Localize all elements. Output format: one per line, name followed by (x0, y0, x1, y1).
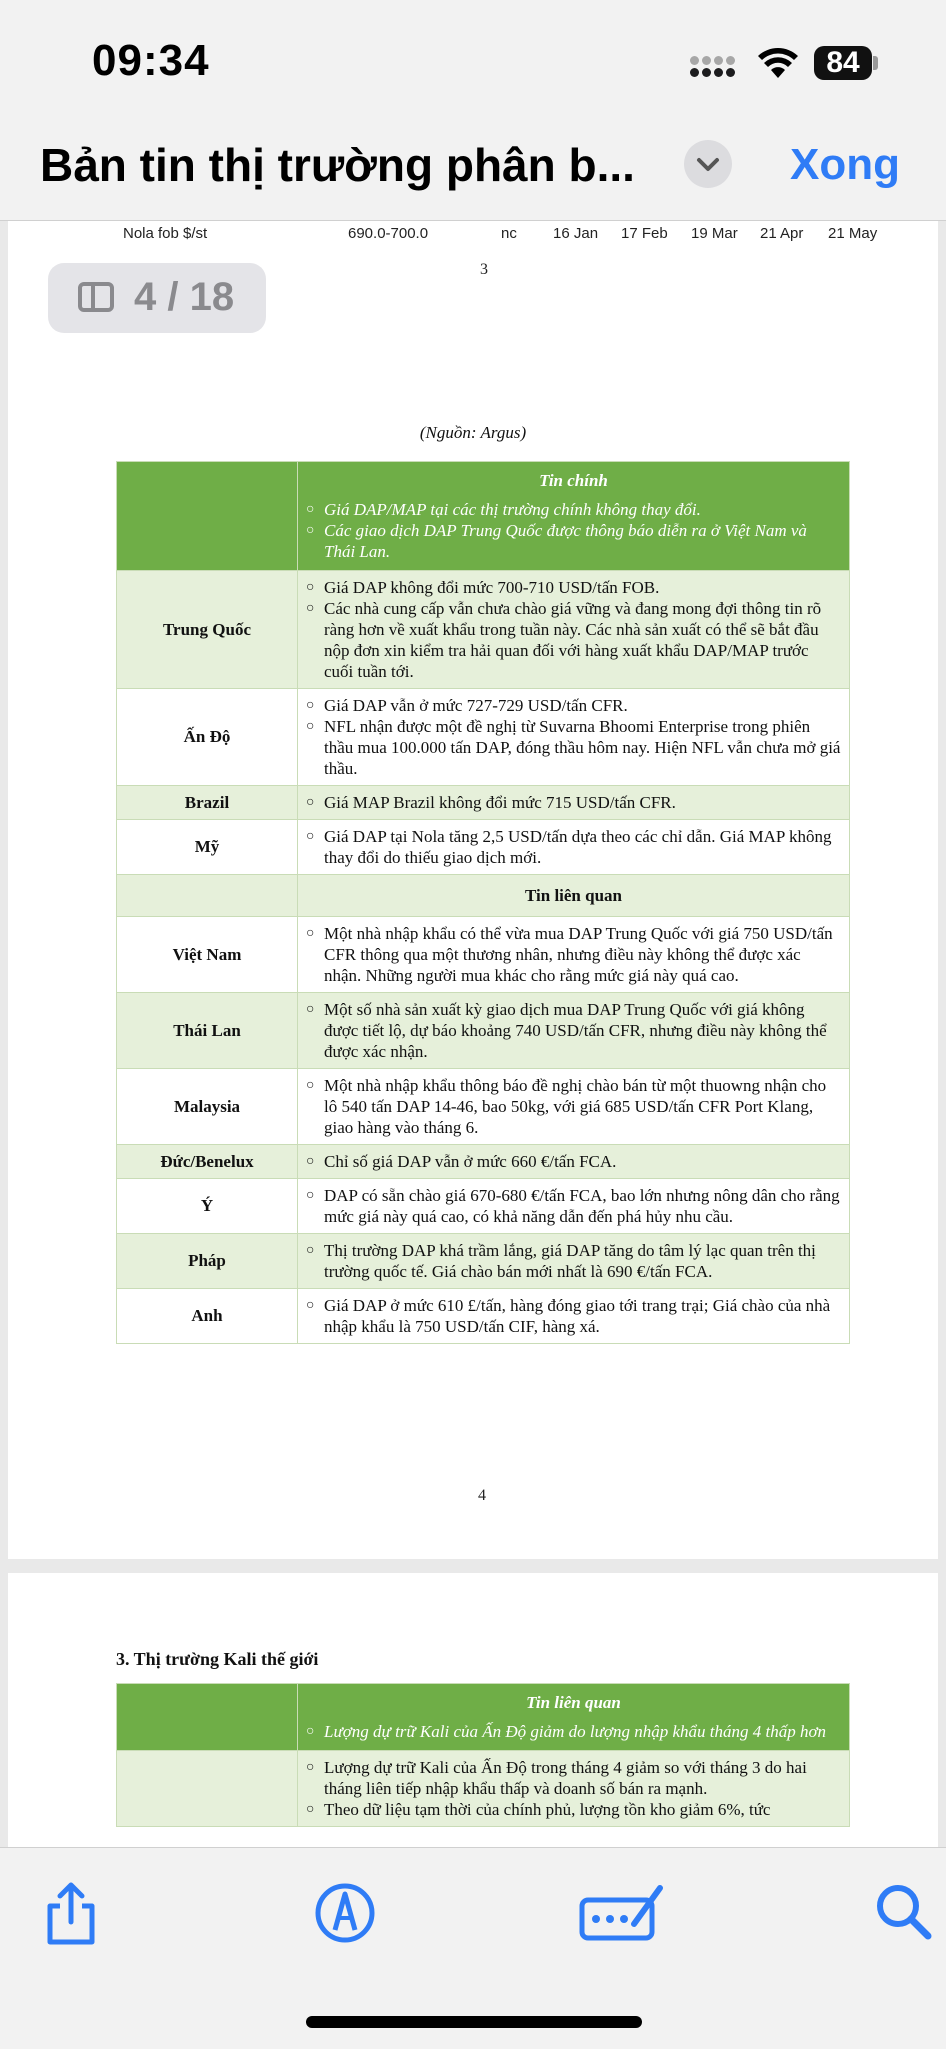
pdf-page-5 (8, 1573, 938, 1847)
kali-table (116, 1683, 850, 1827)
table-row (117, 786, 850, 820)
header-bullet: ○ Giá DAP/MAP tại các thị trường chính không thay đổi. (306, 499, 841, 520)
table-row (117, 1751, 850, 1827)
status-bar (0, 0, 946, 110)
form-fill-icon (578, 1878, 668, 1948)
header-cell (298, 1684, 850, 1751)
table-row (117, 1145, 850, 1179)
price-table-row (8, 225, 938, 249)
home-indicator (306, 2016, 642, 2028)
table-row (117, 689, 850, 786)
title-menu-button[interactable] (684, 140, 732, 188)
country-cell: Anh (117, 1289, 298, 1344)
cell-label: Nola fob $/st (123, 225, 208, 242)
bullet: ○ Một nhà nhập khẩu thông báo đề nghị chào bán từ một thuowng nhận cho lô 540 tấn DAP 14-46, bao 50kg, với giá 685 USD/tấn CFR Port Klang, giao hàng vào tháng 6. (306, 1075, 841, 1138)
country-cell: Mỹ (117, 820, 298, 875)
content-cell (298, 1234, 850, 1289)
cell-date: 21 Apr (760, 225, 804, 242)
content-cell (298, 1751, 850, 1827)
table-row (117, 820, 850, 875)
country-cell: Trung Quốc (117, 571, 298, 689)
page-number: 3 (480, 261, 488, 278)
source-caption: (Nguồn: Argus) (419, 423, 527, 442)
content-cell (298, 689, 850, 786)
bullet: ○ Giá DAP ở mức 610 £/tấn, hàng đóng giao tới trang trại; Giá chào của nhà nhập khẩu là 750 USD/tấn CIF, hàng xá. (306, 1295, 841, 1337)
nav-bar (0, 110, 946, 221)
bullet: ○ Theo dữ liệu tạm thời của chính phủ, lượng tồn kho giảm 6%, tức (306, 1799, 841, 1820)
chevron-down-icon (684, 140, 732, 188)
country-cell: Brazil (117, 786, 298, 820)
document-title[interactable]: Bản tin thị trường phân b... (40, 139, 635, 191)
table-row (117, 571, 850, 689)
form-fill-button[interactable] (578, 1878, 668, 1948)
bullet: ○ Một nhà nhập khẩu có thể vừa mua DAP Trung Quốc với giá 750 USD/tấn CFR thông qua một thương nhân, nhưng điều này không thể được xác nhận. Những người mua khác cho rằng mức giá này quá cao. (306, 923, 841, 986)
related-title: Tin liên quan (298, 875, 850, 917)
content-cell (298, 1069, 850, 1145)
bullet: ○ Chỉ số giá DAP vẫn ở mức 660 €/tấn FCA. (306, 1151, 841, 1172)
header-bullet: ○ Các giao dịch DAP Trung Quốc được thông báo diễn ra ở Việt Nam và Thái Lan. (306, 520, 841, 562)
content-cell (298, 571, 850, 689)
bullet: ○ DAP có sẵn chào giá 670-680 €/tấn FCA, bao lớn nhưng nông dân cho rằng mức giá này quá cao, có khả năng dẫn đến phá hủy nhu cầu. (306, 1185, 841, 1227)
bullet: ○ Giá MAP Brazil không đổi mức 715 USD/tấn CFR. (306, 792, 841, 813)
content-cell (298, 917, 850, 993)
table-header-row (117, 462, 850, 571)
table-row (117, 1179, 850, 1234)
country-cell: Pháp (117, 1234, 298, 1289)
header-bullet: ○ Lượng dự trữ Kali của Ấn Độ giảm do lượng nhập khẩu tháng 4 thấp hơn (306, 1721, 841, 1742)
wifi-icon (757, 46, 799, 80)
header-cell (298, 462, 850, 571)
content-cell (298, 1179, 850, 1234)
bullet: ○ Giá DAP không đổi mức 700-710 USD/tấn FOB. (306, 577, 841, 598)
header-empty-cell (117, 462, 298, 571)
cellular-signal-icon (690, 56, 736, 80)
bullet: ○ Một số nhà sản xuất kỳ giao dịch mua DAP Trung Quốc với giá không được tiết lộ, dự báo khoảng 740 USD/tấn CFR, nhưng điều này không thể được xác nhận. (306, 999, 841, 1062)
document-viewer[interactable] (0, 221, 946, 1847)
cell-date: 19 Mar (691, 225, 738, 242)
markup-icon (310, 1878, 380, 1948)
bullet: ○ Giá DAP tại Nola tăng 2,5 USD/tấn dựa theo các chỉ dẫn. Giá MAP không thay đổi do thiếu giao dịch mới. (306, 826, 841, 868)
done-button[interactable]: Xong (790, 140, 900, 189)
country-cell: Đức/Benelux (117, 1145, 298, 1179)
country-cell: Ý (117, 1179, 298, 1234)
bullet: ○ Giá DAP vẫn ở mức 727-729 USD/tấn CFR. (306, 695, 841, 716)
header-empty-cell (117, 1684, 298, 1751)
table-row (117, 1234, 850, 1289)
sidebar-icon (78, 282, 114, 312)
cell-price: 690.0-700.0 (348, 225, 429, 242)
cell-change: nc (501, 225, 517, 242)
cell-date: 21 May (828, 225, 878, 242)
country-cell: Thái Lan (117, 993, 298, 1069)
country-cell: Việt Nam (117, 917, 298, 993)
battery-tip (873, 56, 878, 70)
bullet: ○ Lượng dự trữ Kali của Ấn Độ trong tháng 4 giảm so với tháng 3 do hai tháng liên tiếp nhập khẩu thấp và doanh số bán ra mạnh. (306, 1757, 841, 1799)
table-row (117, 917, 850, 993)
table-row (117, 993, 850, 1069)
content-cell (298, 1289, 850, 1344)
search-icon (870, 1878, 940, 1948)
country-cell: Malaysia (117, 1069, 298, 1145)
page-indicator-text: 4 / 18 (134, 275, 235, 319)
header-title: Tin liên quan (526, 1693, 621, 1712)
cell-date: 17 Feb (621, 225, 668, 242)
content-cell (298, 820, 850, 875)
bullet: ○ NFL nhận được một đề nghị từ Suvarna Bhoomi Enterprise trong phiên thầu mua 100.000 tấn DAP, đóng thầu hôm nay. Hiện NFL vẫn chưa mở giá thầu. (306, 716, 841, 779)
header-title: Tin chính (539, 471, 608, 490)
related-empty-cell (117, 875, 298, 917)
table-header-row (117, 1684, 850, 1751)
table-row (117, 1069, 850, 1145)
country-cell: Ấn Độ (117, 689, 298, 786)
section-title: 3. Thị trường Kali thế giới (116, 1649, 319, 1669)
page-number: 4 (478, 1487, 486, 1504)
pdf-page-4 (8, 351, 938, 1559)
table-row (117, 1289, 850, 1344)
content-cell (298, 993, 850, 1069)
markup-button[interactable] (310, 1878, 380, 1948)
content-cell (298, 786, 850, 820)
country-cell (117, 1751, 298, 1827)
related-header-row (117, 875, 850, 917)
search-button[interactable] (870, 1878, 940, 1948)
dap-market-table (116, 461, 850, 1344)
status-time: 09:34 (92, 36, 210, 85)
share-button[interactable] (36, 1878, 106, 1948)
share-icon (36, 1878, 106, 1948)
bullet: ○ Các nhà cung cấp vẫn chưa chào giá vững và đang mong đợi thông tin rõ ràng hơn về xuất khẩu trong tuần này. Các nhà sản xuất có thể sẽ bắt đầu nộp đơn xin kiểm tra hải quan đối với hàng xuất khẩu DAP/MAP trước cuối tuần tới. (306, 598, 841, 682)
page-indicator (48, 263, 266, 333)
bullet: ○ Thị trường DAP khá trầm lắng, giá DAP tăng do tâm lý lạc quan trên thị trường quốc tế. Giá chào bán mới nhất là 690 €/tấn FCA. (306, 1240, 841, 1282)
cell-date: 16 Jan (553, 225, 599, 242)
battery-icon: 84 (814, 46, 872, 80)
content-cell (298, 1145, 850, 1179)
